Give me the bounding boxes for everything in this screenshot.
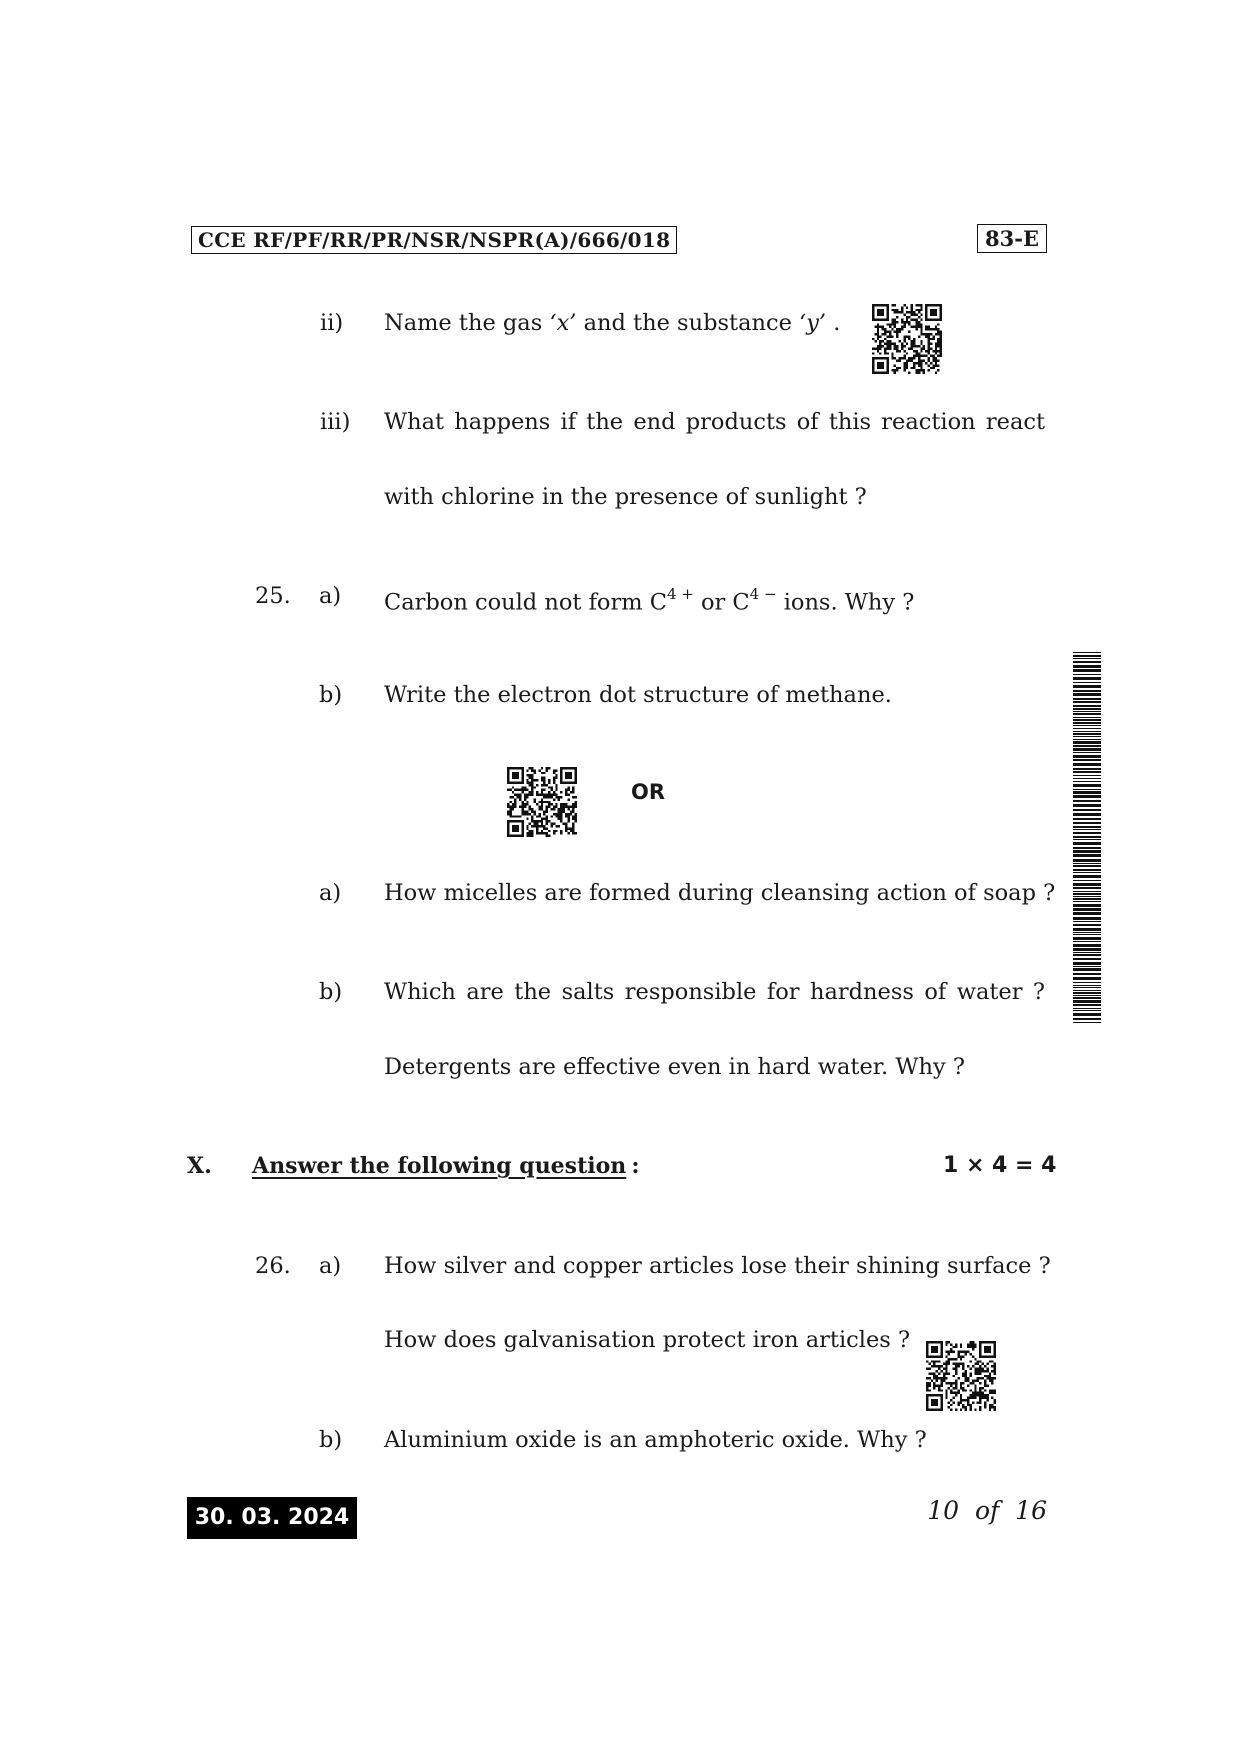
q25-a-label: a) — [319, 583, 342, 609]
q25-b-label: b) — [319, 682, 343, 708]
q26-a-line2: How does galvanisation protect iron articles ? — [384, 1327, 911, 1353]
page-number: 10 of 16 — [927, 1496, 1047, 1525]
q26-number: 26. — [255, 1253, 291, 1279]
qr-code-icon — [507, 767, 577, 837]
q26-b-label: b) — [319, 1427, 343, 1453]
q25-alt-b-label: b) — [319, 979, 343, 1005]
q25-alt-a-text: How micelles are formed during cleansing action of soap ? — [384, 880, 1056, 906]
q24-iii-line2: with chlorine in the presence of sunlight ? — [384, 484, 867, 510]
q24-ii-end: . — [826, 310, 841, 336]
q25-number: 25. — [255, 583, 291, 609]
or-separator: OR — [631, 780, 666, 804]
q25-a-end: ions. Why ? — [776, 589, 915, 616]
q25-a-sup1: 4 + — [666, 585, 694, 603]
substance-y: ‘y’ — [799, 310, 827, 336]
q26-a-line1: How silver and copper articles lose their shining surface ? — [384, 1253, 1051, 1279]
q25-a-mid: or C — [693, 589, 750, 616]
q25-a-pre: Carbon could not form C — [384, 589, 667, 616]
q24-ii-mid: and the substance — [576, 310, 800, 336]
exam-date: 30. 03. 2024 — [187, 1497, 357, 1539]
q25-a-text — [384, 581, 914, 618]
gas-x: ‘x’ — [549, 310, 577, 336]
q25-b-text: Write the electron dot structure of methane. — [384, 682, 892, 708]
q24-iii-line1: What happens if the end products of this reaction react — [384, 409, 1045, 435]
q25-alt-a-label: a) — [319, 880, 342, 906]
qr-code-icon — [926, 1341, 996, 1411]
section-letter: X. — [187, 1153, 212, 1179]
paper-code: 83-E — [977, 224, 1047, 253]
section-title: Answer the following question — [252, 1153, 627, 1179]
q24-ii-label: ii) — [320, 310, 344, 336]
q26-b-text: Aluminium oxide is an amphoteric oxide. Why ? — [384, 1427, 927, 1453]
qr-code-icon — [872, 304, 942, 374]
barcode-icon — [1073, 652, 1101, 1024]
q24-iii-label: iii) — [320, 409, 351, 435]
q25-alt-b-line2: Detergents are effective even in hard water. Why ? — [384, 1054, 965, 1080]
section-colon: : — [631, 1153, 640, 1179]
q24-ii-text — [384, 308, 840, 338]
exam-code: CCE RF/PF/RR/PR/NSR/NSPR(A)/666/018 — [191, 226, 677, 254]
section-marks: 1 × 4 = 4 — [943, 1153, 1057, 1178]
q25-a-sup2: 4 − — [749, 585, 777, 603]
section-heading — [252, 1153, 639, 1179]
q25-alt-b-line1: Which are the salts responsible for hardness of water ? — [384, 979, 1045, 1005]
q26-a-label: a) — [319, 1253, 342, 1279]
q24-ii-pre: Name the gas — [384, 310, 550, 336]
